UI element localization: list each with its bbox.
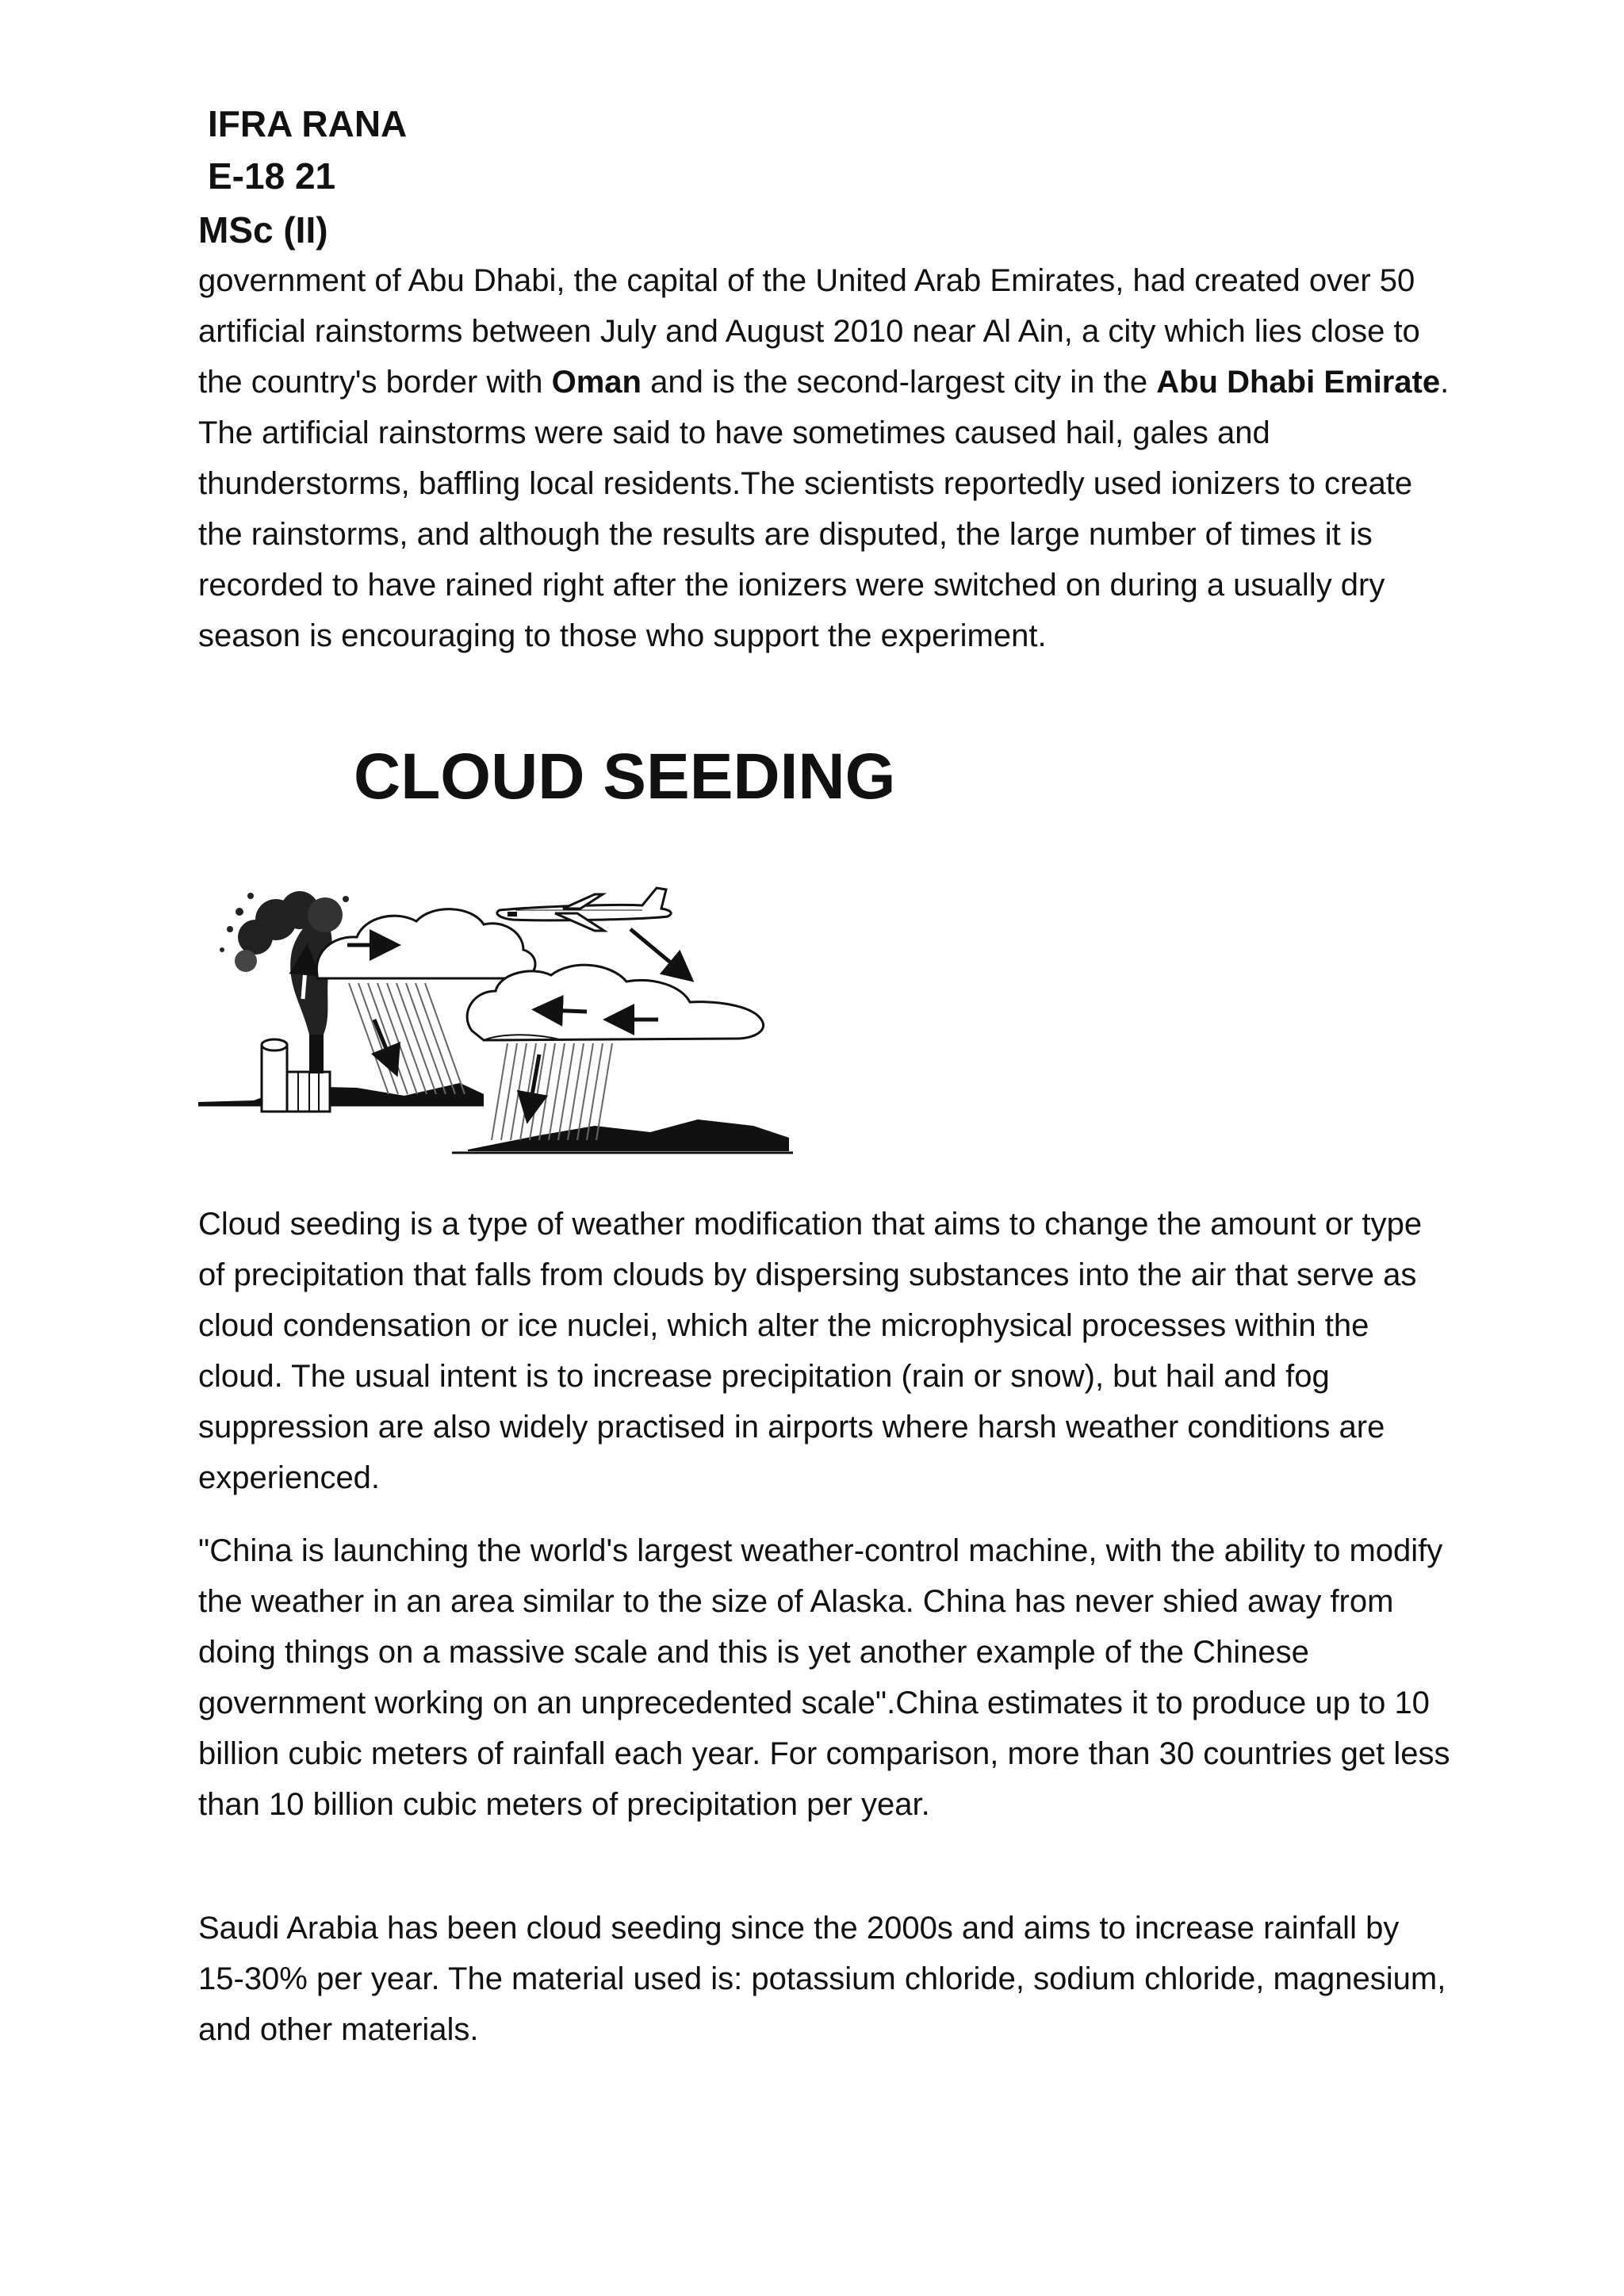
author-name: IFRA RANA [208, 103, 408, 144]
airplane-icon [497, 888, 671, 931]
paragraph-saudi-arabia: Saudi Arabia has been cloud seeding since the 2000s and aims to increase rainfall by 15-30% per year. The material used is: potassium chloride, sodium chloride, magnesium, and other materials. [198, 1911, 1446, 2047]
cloud-left-icon [316, 909, 535, 978]
degree-label: MSc (II) [198, 209, 328, 251]
intro-text-1: government of Abu Dhabi, the capital of the United Arab Emirates, had created over 50 artificial rainstorms between July and August 2010 near Al Ain, a city which lies close to the country's border with [198, 263, 1420, 400]
ground-left-icon [198, 1083, 484, 1105]
paragraph-cloud-seeding-definition: Cloud seeding is a type of weather modification that aims to change the amount or type of precipitation that falls from clouds by dispersing substances into the air that serve as cloud condensation or ice nuclei, which alter the microphysical processes within the cloud. The usual intent is to increase precipitation (rain or snow), but hail and fog suppression are also widely practised in airports where harsh weather conditions are experienced. [198, 1207, 1423, 1495]
cloud-right-icon [467, 965, 764, 1040]
roll-number: E-18 21 [208, 155, 336, 197]
ground-right-icon [468, 1119, 789, 1151]
section-heading: CLOUD SEEDING [354, 740, 896, 813]
paragraph-china-weather-machine: "China is launching the world's largest weather-control machine, with the ability to modify the weather in an area similar to the size of Alaska. China has never shied away from doing things on a massive scale and this is yet another example of the Chinese government working on an unprecedented scale".China estimates it to produce up to 10 billion cubic meters of rainfall each year. For comparison, more than 30 countries get less than 10 billion cubic meters of precipitation per year. [198, 1533, 1450, 1822]
intro-text-2: and is the second-largest city in the [641, 365, 1157, 400]
intro-bold-oman: Oman [551, 365, 642, 400]
cloud-seeding-illustration [198, 864, 801, 1158]
intro-paragraph [198, 255, 1451, 661]
rain-right-icon [492, 1043, 612, 1140]
intro-bold-emirate: Abu Dhabi Emirate [1156, 365, 1441, 400]
generator-building-icon [262, 1029, 330, 1112]
intro-text-3: . The artificial rainstorms were said to have sometimes caused hail, gales and thunderstorms, baffling local residents.The scientists reportedly used ionizers to create the rainstorms, and although the results are disputed, the large number of times it is recorded to have rained right after the ionizers were switched on during a usually dry season is encouraging to those who support the experiment. [198, 365, 1450, 653]
rain-left-icon [349, 983, 465, 1094]
